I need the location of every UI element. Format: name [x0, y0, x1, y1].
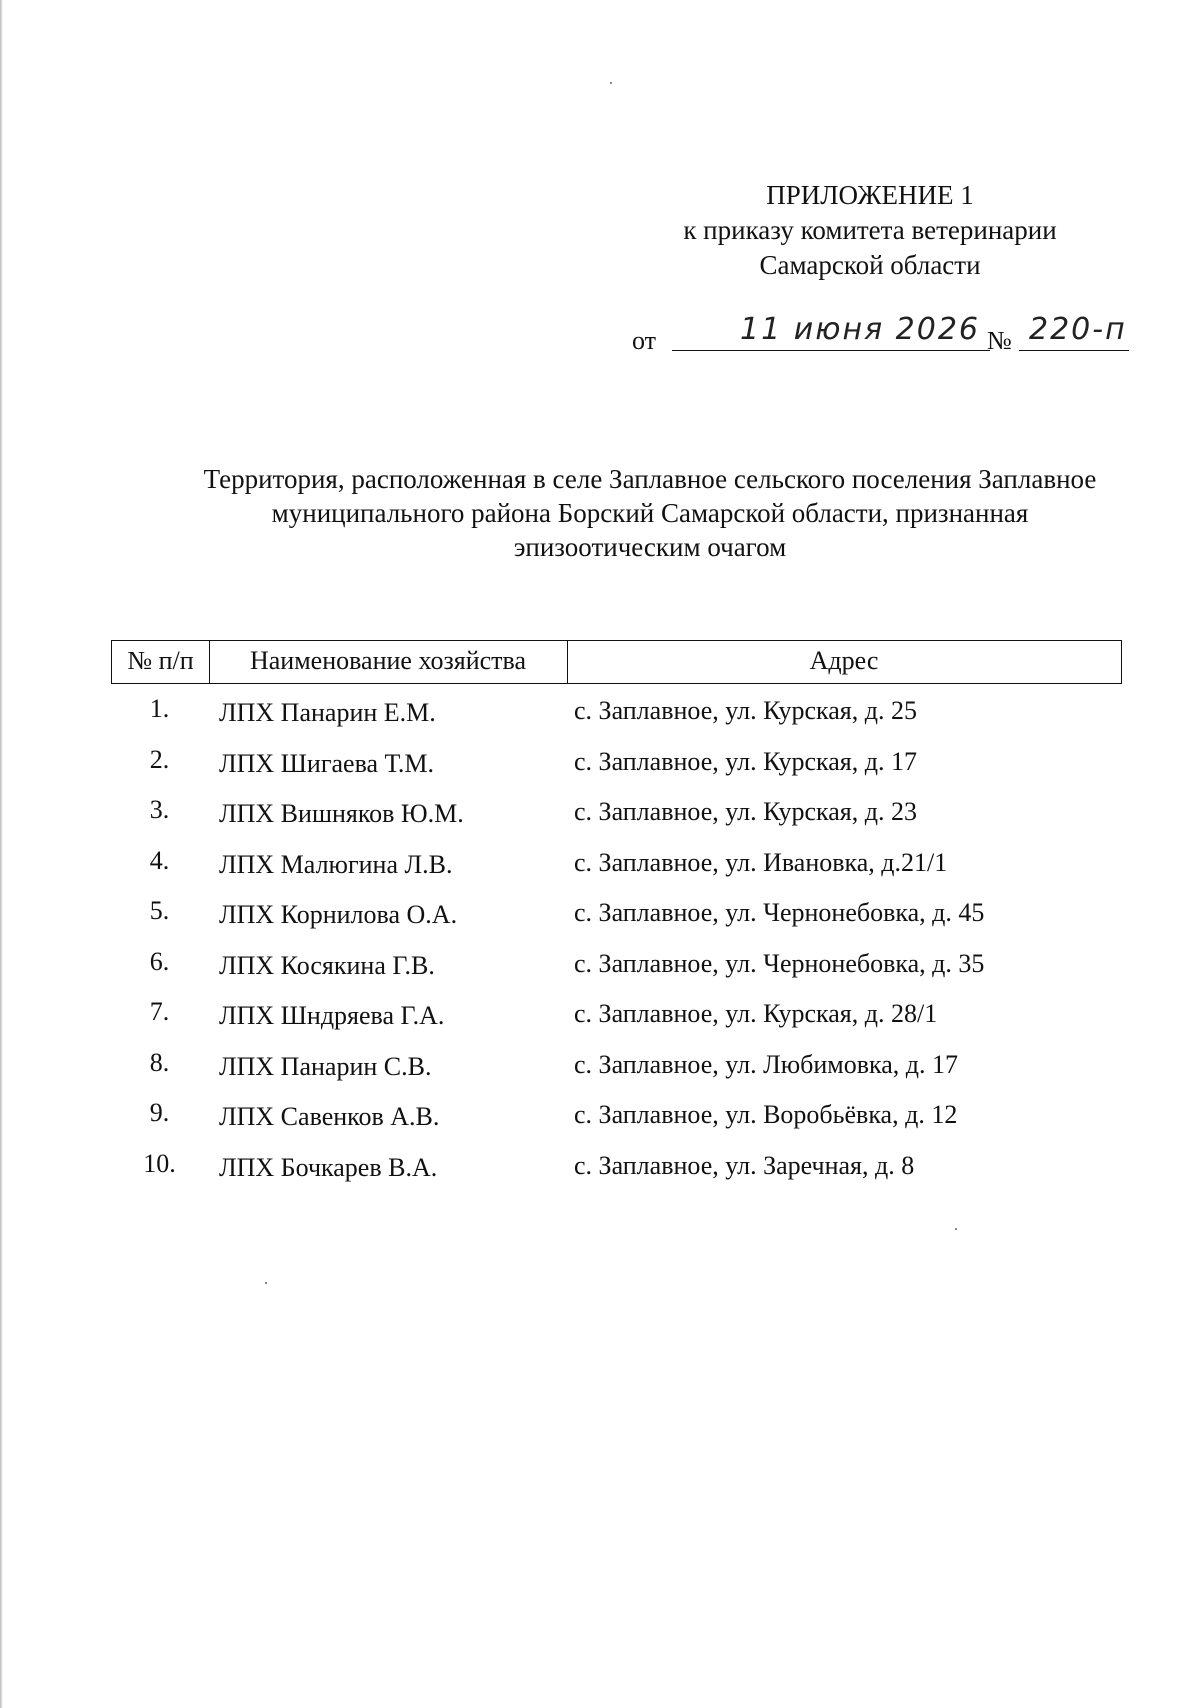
scan-edge — [0, 0, 3, 1708]
row-address: с. Заплавное, ул. Курская, д. 23 — [574, 797, 917, 826]
order-date-number — [632, 312, 1132, 358]
row-address: с. Заплавное, ул. Чернонебовка, д. 45 — [574, 898, 985, 927]
row-number: 8. — [149, 1047, 170, 1077]
row-address: с. Заплавное, ул. Курская, д. 28/1 — [574, 999, 938, 1028]
households-table — [111, 640, 1122, 1189]
table-row — [111, 735, 1122, 786]
order-date-field — [672, 312, 990, 351]
order-number: 220-п — [1029, 312, 1127, 347]
row-number: 5. — [149, 896, 170, 925]
row-household-name: ЛПХ Панарин Е.М. — [219, 698, 436, 727]
table-row — [111, 937, 1122, 988]
appendix-title: ПРИЛОЖЕНИЕ 1 — [766, 180, 974, 210]
row-number: 6. — [149, 946, 170, 976]
order-number-sign: № — [987, 326, 1012, 355]
row-number: 9. — [149, 1098, 170, 1127]
table-row — [111, 987, 1122, 1038]
table-row — [111, 785, 1122, 836]
row-household-name: ЛПХ Косякина Г.В. — [219, 950, 435, 980]
row-number: 7. — [149, 997, 170, 1026]
row-household-name: ЛПХ Шндряева Г.А. — [219, 1001, 445, 1030]
row-number: 4. — [149, 845, 170, 875]
row-number: 2. — [149, 744, 170, 774]
row-address: с. Заплавное, ул. Заречная, д. 8 — [574, 1150, 915, 1180]
row-household-name: ЛПХ Бочкарев В.А. — [219, 1152, 438, 1182]
order-date: 11 июня 2026 — [740, 312, 981, 347]
appendix-order-reference: к приказу комитета ветеринарии — [683, 215, 1057, 245]
row-number: 10. — [143, 1148, 176, 1178]
row-address: с. Заплавное, ул. Курская, д. 25 — [574, 696, 917, 725]
title-line-3: эпизоотическим очагом — [513, 532, 787, 562]
row-address: с. Заплавное, ул. Ивановка, д.21/1 — [574, 847, 948, 877]
order-number-field — [1019, 312, 1129, 351]
table-row — [111, 1088, 1122, 1139]
row-number: 1. — [149, 694, 170, 723]
row-household-name: ЛПХ Шигаева Т.М. — [219, 748, 434, 778]
document-title — [150, 462, 1150, 564]
title-line-1: Территория, расположенная в селе Заплавное сельского поселения Заплавное — [203, 464, 1097, 494]
header-number: № п/п — [112, 641, 210, 683]
table-row — [111, 836, 1122, 887]
row-household-name: ЛПХ Панарин С.В. — [219, 1051, 432, 1081]
scan-speck — [955, 1228, 957, 1230]
row-number: 3. — [149, 795, 170, 824]
row-household-name: ЛПХ Савенков А.В. — [219, 1102, 440, 1131]
header-address: Адрес — [809, 646, 879, 675]
scan-speck — [265, 1282, 267, 1284]
header-household-name: Наименование хозяйства — [209, 641, 568, 683]
title-line-2: муниципального района Борский Самарской области, признанная — [271, 498, 1029, 528]
appendix-header — [650, 178, 1090, 283]
appendix-region: Самарской области — [759, 250, 981, 280]
table-row — [111, 1038, 1122, 1089]
order-date-prefix: от — [632, 326, 657, 355]
row-address: с. Заплавное, ул. Курская, д. 17 — [574, 746, 917, 776]
row-address: с. Заплавное, ул. Воробьёвка, д. 12 — [574, 1100, 958, 1129]
row-household-name: ЛПХ Вишняков Ю.М. — [219, 799, 464, 828]
row-household-name: ЛПХ Корнилова О.А. — [219, 900, 458, 929]
table-row — [111, 684, 1122, 735]
table-row — [111, 886, 1122, 937]
table-header — [111, 640, 1122, 684]
table-row — [111, 1139, 1122, 1190]
row-address: с. Заплавное, ул. Чернонебовка, д. 35 — [574, 948, 985, 978]
scan-speck — [610, 82, 612, 84]
row-address: с. Заплавное, ул. Любимовка, д. 17 — [574, 1049, 959, 1079]
row-household-name: ЛПХ Малюгина Л.В. — [219, 849, 453, 879]
